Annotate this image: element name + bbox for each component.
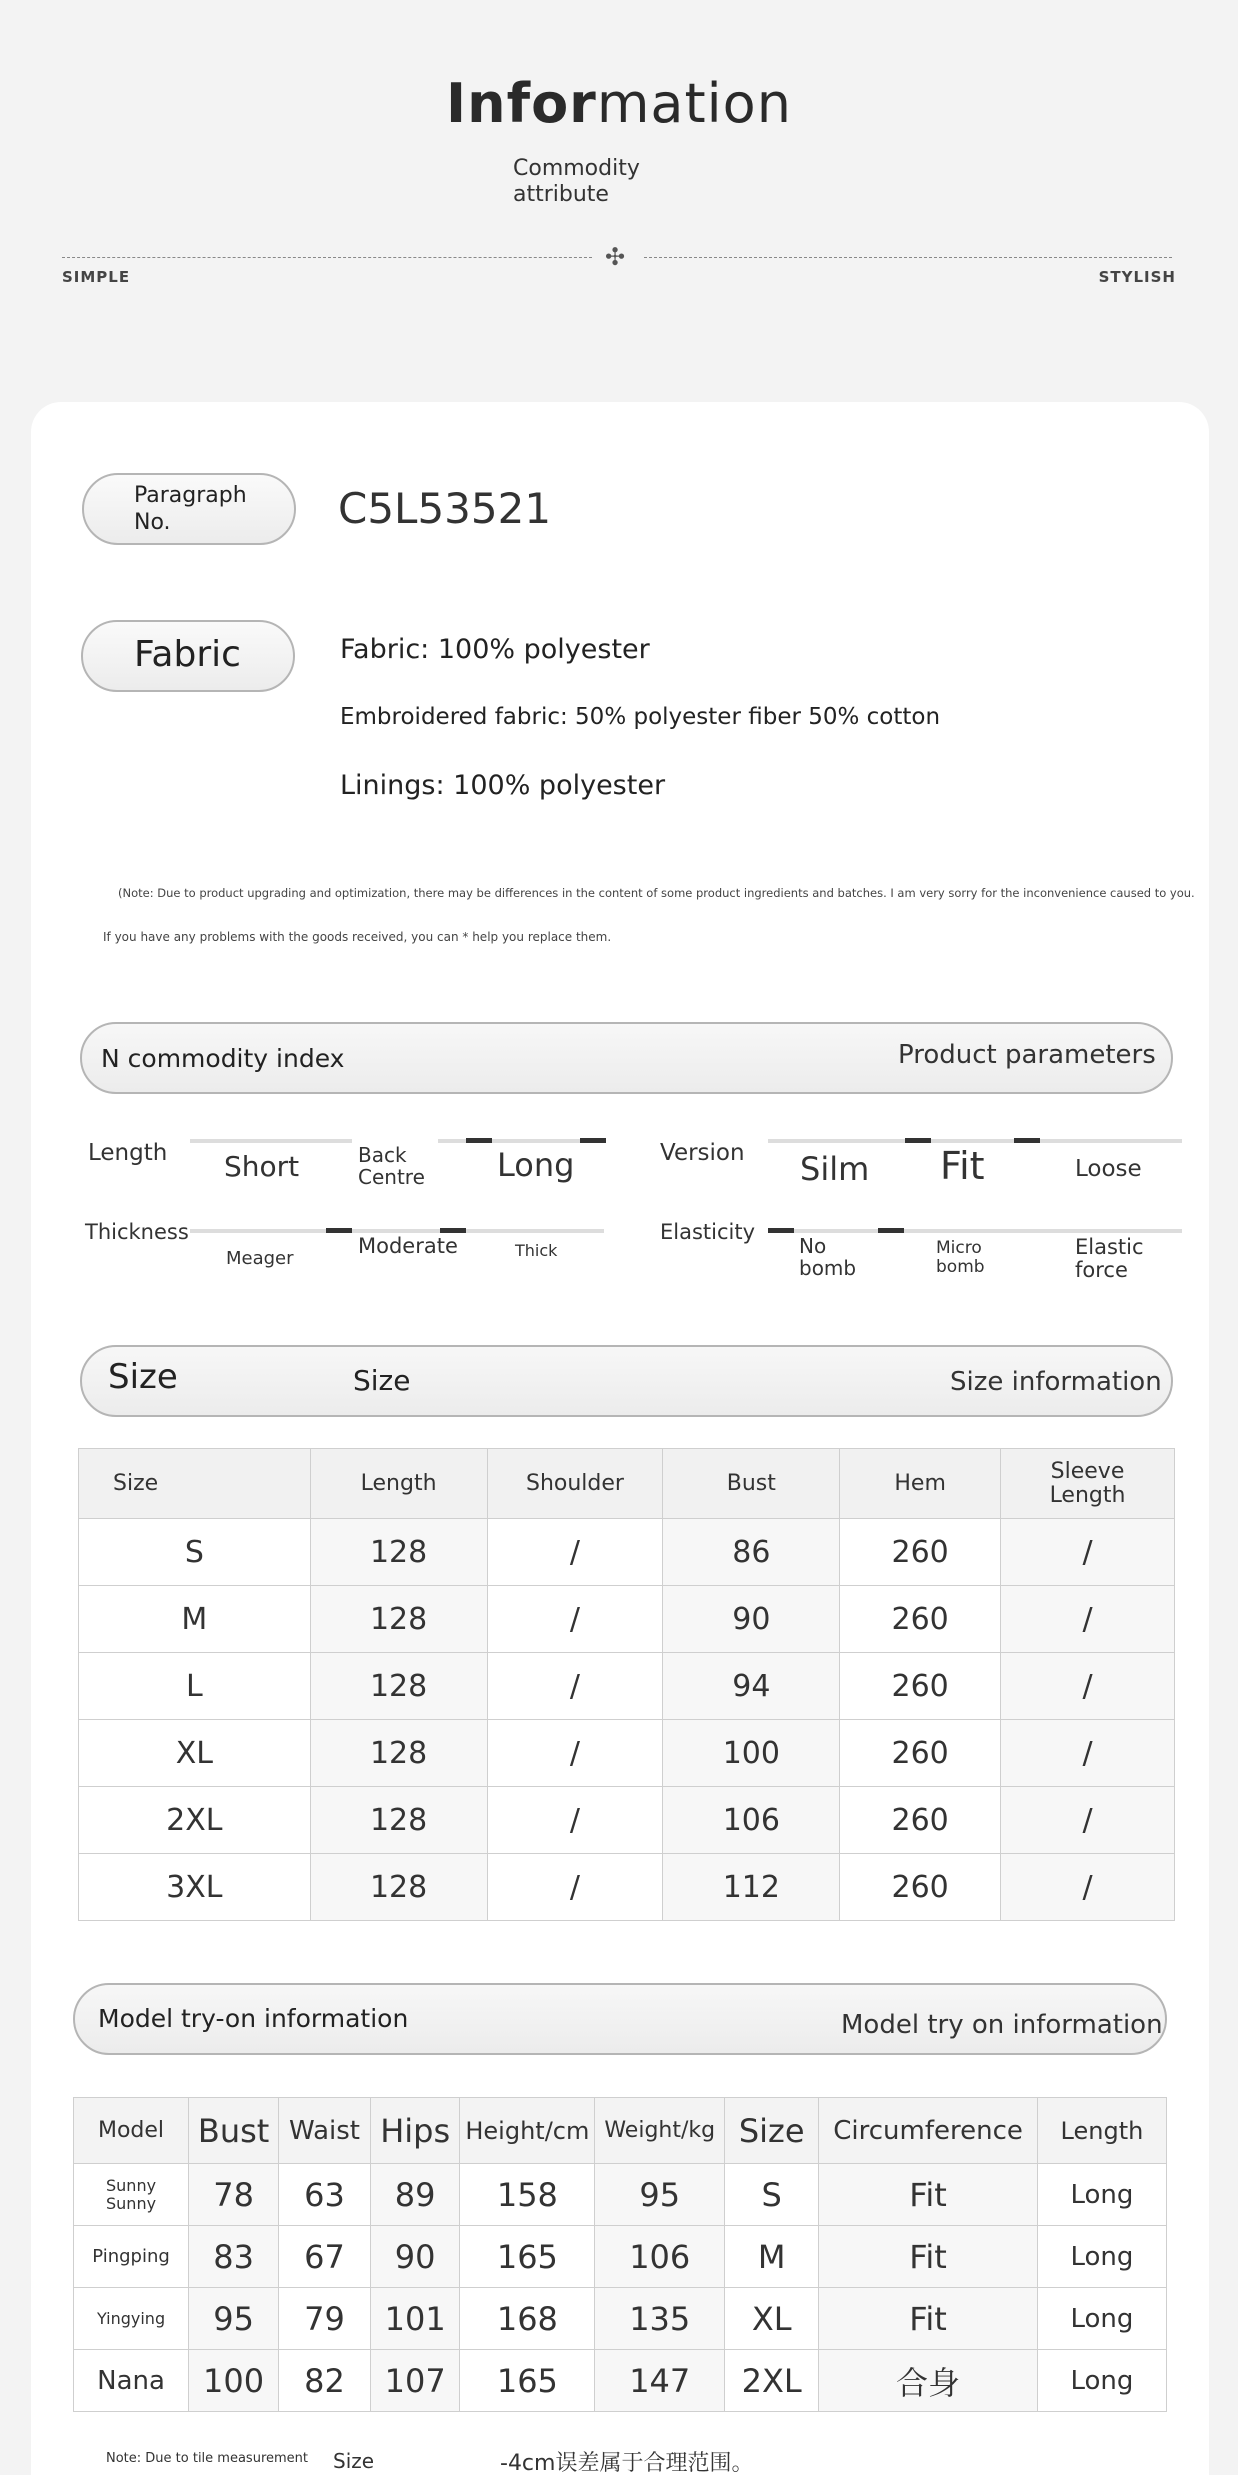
footnote-size: Size [333, 2449, 375, 2473]
model-name-cell: Pingping [74, 2226, 189, 2288]
shoulder-cell: / [487, 1720, 663, 1787]
header-size: Size [725, 2098, 819, 2164]
shoulder-cell: / [487, 1519, 663, 1586]
hips-cell: 101 [370, 2288, 460, 2350]
sleeve-cell: / [1001, 1653, 1175, 1720]
elasticity-option-no-bomb: No bomb [799, 1234, 857, 1280]
thickness-tick-1 [326, 1228, 352, 1233]
header-hem: Hem [840, 1449, 1001, 1519]
elasticity-tick-2 [878, 1228, 904, 1233]
elasticity-option-micro-bomb: Micro bomb [936, 1238, 985, 1277]
size-cell: S [725, 2164, 819, 2226]
weight-cell: 147 [595, 2350, 725, 2412]
height-cell: 158 [460, 2164, 595, 2226]
shoulder-cell: / [487, 1653, 663, 1720]
header-waist: Waist [279, 2098, 371, 2164]
paragraph-value: C5L53521 [338, 484, 552, 533]
thickness-option-meager: Meager [226, 1248, 294, 1269]
header-hips: Hips [370, 2098, 460, 2164]
header-size: Size [79, 1449, 311, 1519]
circumference-cell: 合身 [819, 2350, 1038, 2412]
size-bar-mid: Size [353, 1364, 411, 1397]
shoulder-cell: / [487, 1586, 663, 1653]
length-cell: 128 [310, 1586, 487, 1653]
header-height: Height/cm [460, 2098, 595, 2164]
header-length: Length [1037, 2098, 1166, 2164]
elasticity-label: Elasticity [660, 1220, 756, 1244]
footnote-measurement: Note: Due to tile measurement [106, 2451, 308, 2466]
version-label: Version [660, 1140, 745, 1166]
version-tick-2 [1014, 1138, 1040, 1143]
bust-cell: 83 [189, 2226, 279, 2288]
length-cell: 128 [310, 1720, 487, 1787]
table-row [79, 1720, 1175, 1787]
version-option-silm: Silm [800, 1150, 870, 1188]
elasticity-tick-1 [768, 1228, 794, 1233]
header-sleeve-length: Sleeve Length [1001, 1449, 1175, 1519]
model-table-header [74, 2098, 1167, 2164]
bust-cell: 78 [189, 2164, 279, 2226]
model-name-cell: Yingying [74, 2288, 189, 2350]
sleeve-cell: / [1001, 1854, 1175, 1921]
length-track-1 [190, 1139, 352, 1143]
version-tick-1 [905, 1138, 931, 1143]
table-row [79, 1653, 1175, 1720]
table-row [79, 1519, 1175, 1586]
fabric-line-2: Embroidered fabric: 50% polyester fiber 50% cotton [340, 704, 941, 730]
circumference-cell: Fit [819, 2164, 1038, 2226]
sleeve-cell: / [1001, 1787, 1175, 1854]
note-2: If you have any problems with the goods received, you can * help you replace them. [103, 930, 612, 944]
model-table [73, 2097, 1167, 2412]
model-bar-title: Model try-on information [98, 2004, 409, 2033]
product-parameters-title: Product parameters [898, 1040, 1156, 1070]
tag-stylish: STYLISH [1098, 268, 1176, 286]
model-name-cell: Sunny Sunny [74, 2164, 189, 2226]
weight-cell: 95 [595, 2164, 725, 2226]
page-title [0, 72, 1238, 135]
length-cell: Long [1037, 2288, 1166, 2350]
length-cell: Long [1037, 2164, 1166, 2226]
elasticity-track [768, 1229, 1182, 1233]
circumference-cell: Fit [819, 2226, 1038, 2288]
fabric-label: Fabric [134, 634, 241, 675]
bust-cell: 94 [663, 1653, 840, 1720]
thickness-tick-2 [440, 1228, 466, 1233]
length-cell: Long [1037, 2226, 1166, 2288]
commodity-index-title: N commodity index [101, 1044, 345, 1073]
bust-cell: 112 [663, 1854, 840, 1921]
header-shoulder: Shoulder [487, 1449, 663, 1519]
model-name-cell: Nana [74, 2350, 189, 2412]
thickness-label: Thickness [85, 1220, 189, 1244]
size-cell: M [79, 1586, 311, 1653]
sleeve-cell: / [1001, 1586, 1175, 1653]
paragraph-label: Paragraph No. [134, 483, 247, 535]
header-length: Length [310, 1449, 487, 1519]
header-model: Model [74, 2098, 189, 2164]
hem-cell: 260 [840, 1586, 1001, 1653]
thickness-option-thick: Thick [515, 1241, 558, 1260]
height-cell: 165 [460, 2350, 595, 2412]
size-cell: L [79, 1653, 311, 1720]
bust-cell: 106 [663, 1787, 840, 1854]
waist-cell: 82 [279, 2350, 371, 2412]
thickness-track [190, 1229, 604, 1233]
version-track [768, 1139, 1182, 1143]
size-cell: XL [79, 1720, 311, 1787]
table-row [79, 1854, 1175, 1921]
page-subtitle: Commodity attribute [513, 156, 640, 207]
version-option-loose: Loose [1075, 1156, 1142, 1182]
waist-cell: 63 [279, 2164, 371, 2226]
length-label: Length [88, 1140, 168, 1166]
weight-cell: 106 [595, 2226, 725, 2288]
version-option-fit: Fit [940, 1144, 985, 1188]
table-row [79, 1586, 1175, 1653]
length-tick-2 [580, 1138, 606, 1143]
divider-left [62, 257, 592, 258]
shoulder-cell: / [487, 1787, 663, 1854]
hem-cell: 260 [840, 1720, 1001, 1787]
note-1: (Note: Due to product upgrading and optimization, there may be differences in the content of some product ingredients and batches. I am very sorry for the inconvenience caused to you. [118, 886, 1195, 900]
height-cell: 168 [460, 2288, 595, 2350]
size-bar-title: Size [108, 1357, 178, 1397]
table-row [74, 2350, 1167, 2412]
size-table [78, 1448, 1175, 1921]
waist-cell: 79 [279, 2288, 371, 2350]
height-cell: 165 [460, 2226, 595, 2288]
bust-cell: 86 [663, 1519, 840, 1586]
divider-right [644, 257, 1172, 258]
size-cell: XL [725, 2288, 819, 2350]
thickness-option-moderate: Moderate [358, 1234, 458, 1258]
length-cell: 128 [310, 1787, 487, 1854]
shoulder-cell: / [487, 1854, 663, 1921]
length-cell: 128 [310, 1653, 487, 1720]
title-bold: Infor [446, 72, 597, 135]
hips-cell: 107 [370, 2350, 460, 2412]
length-option-long: Long [497, 1146, 575, 1184]
bust-cell: 100 [663, 1720, 840, 1787]
hem-cell: 260 [840, 1854, 1001, 1921]
header-bust: Bust [189, 2098, 279, 2164]
length-option-short: Short [224, 1150, 300, 1183]
length-cell: Long [1037, 2350, 1166, 2412]
table-row [74, 2288, 1167, 2350]
sleeve-cell: / [1001, 1720, 1175, 1787]
bust-cell: 95 [189, 2288, 279, 2350]
length-cell: 128 [310, 1519, 487, 1586]
hem-cell: 260 [840, 1787, 1001, 1854]
sleeve-cell: / [1001, 1519, 1175, 1586]
divider-ornament-icon: ✣ [605, 243, 626, 271]
table-row [79, 1787, 1175, 1854]
table-row [74, 2226, 1167, 2288]
size-cell: S [79, 1519, 311, 1586]
hem-cell: 260 [840, 1653, 1001, 1720]
fabric-line-1: Fabric: 100% polyester [340, 634, 650, 665]
circumference-cell: Fit [819, 2288, 1038, 2350]
footnote-error-range: -4cm误差属于合理范围。 [500, 2451, 754, 2475]
size-cell: 2XL [725, 2350, 819, 2412]
title-light: mation [596, 72, 792, 135]
size-table-header [79, 1449, 1175, 1519]
table-row [74, 2164, 1167, 2226]
hips-cell: 89 [370, 2164, 460, 2226]
header-circumference: Circumference [819, 2098, 1038, 2164]
bust-cell: 90 [663, 1586, 840, 1653]
elasticity-option-elastic-force: Elastic force [1075, 1235, 1144, 1283]
tag-simple: SIMPLE [62, 268, 131, 286]
size-cell: 3XL [79, 1854, 311, 1921]
size-cell: 2XL [79, 1787, 311, 1854]
header-bust: Bust [663, 1449, 840, 1519]
hips-cell: 90 [370, 2226, 460, 2288]
bust-cell: 100 [189, 2350, 279, 2412]
length-tick-1 [466, 1138, 492, 1143]
hem-cell: 260 [840, 1519, 1001, 1586]
weight-cell: 135 [595, 2288, 725, 2350]
length-option-back-centre: Back Centre [358, 1143, 425, 1189]
waist-cell: 67 [279, 2226, 371, 2288]
header-weight: Weight/kg [595, 2098, 725, 2164]
size-information-title: Size information [950, 1367, 1162, 1397]
length-cell: 128 [310, 1854, 487, 1921]
model-try-on-title: Model try on information [841, 2010, 1163, 2040]
size-cell: M [725, 2226, 819, 2288]
fabric-line-3: Linings: 100% polyester [340, 770, 666, 801]
